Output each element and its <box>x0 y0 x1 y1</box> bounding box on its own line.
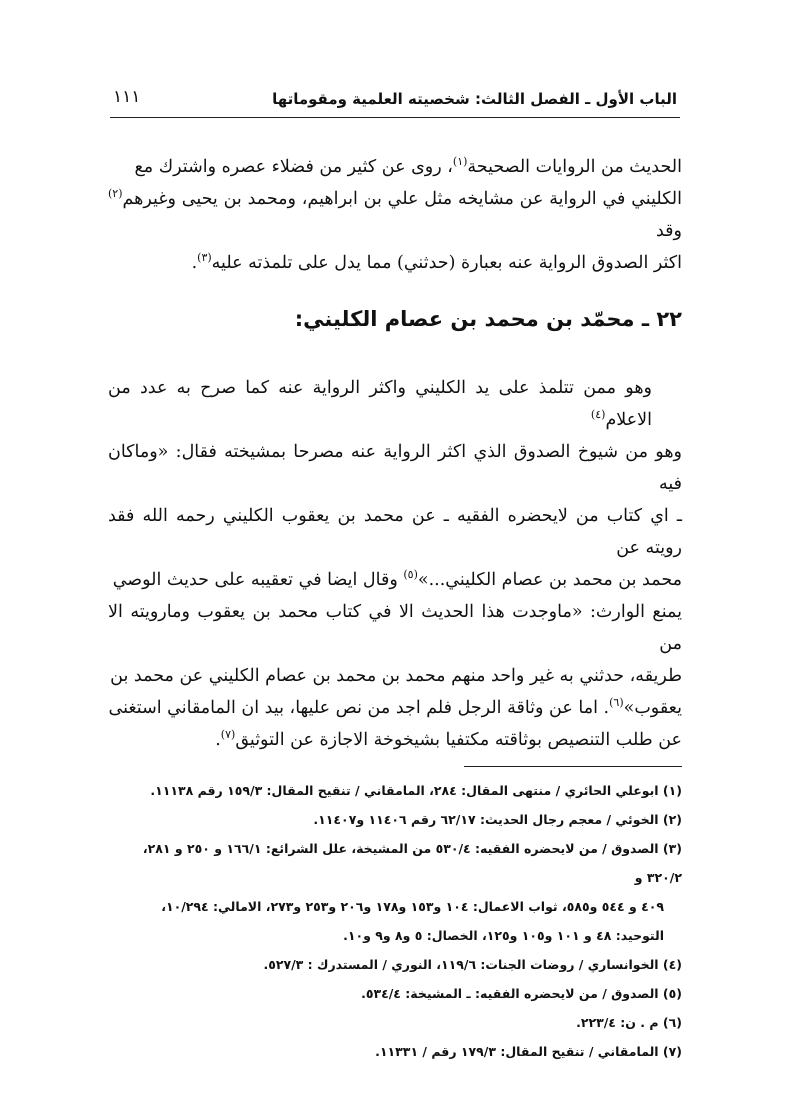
paragraph-line <box>108 372 682 436</box>
footnote-2: (٢) الخوئي / معجم رجال الحديث: ٦٢/١٧ رقم ١١٤٠٦ و١١٤٠٧. <box>313 812 682 827</box>
header-rule <box>110 117 680 118</box>
paragraph-line <box>108 724 682 756</box>
text-run: . <box>191 253 198 273</box>
footnote-ref: (٥) <box>403 568 418 582</box>
footnote-3-continued: التوحيد: ٤٨ و ١٠١ و١٠٥ و١٢٥، الخصال: ٥ و٨ و٩ و١٠. <box>343 928 664 943</box>
text-run: الكليني في الرواية عن مشايخه مثل علي بن ابراهيم، ومحمد بن يحيى وغيرهم <box>122 189 682 209</box>
paragraph-line <box>108 247 682 279</box>
paragraph-line: ـ اي كتاب من لايحضره الفقيه ـ عن محمد بن يعقوب الكليني رحمه الله فقد رويته عن <box>108 506 682 558</box>
text-run: محمد بن محمد بن عصام الكليني...» <box>417 570 682 590</box>
text-run: وقد <box>655 221 682 241</box>
footnote-3-continued: ٤٠٩ و ٥٤٤ و٥٨٥، ثواب الاعمال: ١٠٤ و١٥٣ و١٧٨ و٢٠٦ و٢٥٣ و٢٧٣، الامالي: ١٠/٢٩٤، <box>161 899 664 914</box>
footnote-3: (٣) الصدوق / من لايحضره الفقيه: ٥٣٠/٤ من المشيخة، علل الشرائع: ١٦٦/١ و ٢٥٠ و ٢٨١، ٣٢٠/٢ و <box>142 841 682 885</box>
footnote-1: (١) ابوعلي الحائري / منتهى المقال: ٢٨٤، المامقاني / تنقيح المقال: ١٥٩/٣ رقم ١١١٣٨. <box>150 783 682 798</box>
text-run: عن طلب التنصيص بوثاقته مكتفيا بشيخوخة الاجازة عن التوثيق <box>235 730 682 750</box>
footnote-4: (٤) الخوانساري / روضات الجنات: ١١٩/٦، النوري / المستدرك : ٥٢٧/٣. <box>263 957 682 972</box>
text-run: وهو ممن تتلمذ على يد الكليني واكثر الرواية عنه كما صرح به عدد من الاعلام <box>108 378 652 430</box>
section-heading: ٢٢ ـ محمّد بن محمد بن عصام الكليني: <box>294 307 682 331</box>
paragraph-line <box>108 692 682 724</box>
text-run: وقال ايضا في تعقيبه على حديث الوصي <box>112 570 404 590</box>
footnotes <box>108 776 682 1066</box>
paragraph-line <box>108 151 682 183</box>
paragraph-line <box>108 183 682 247</box>
paragraph-1 <box>108 151 682 279</box>
paragraph-2 <box>108 372 682 756</box>
footnote-ref: (٤) <box>590 408 606 422</box>
text-run: . <box>215 730 221 750</box>
text-run: يعقوب» <box>623 698 682 718</box>
footnote-rule <box>464 766 682 767</box>
paragraph-line: وهو من شيوخ الصدوق الذي اكثر الرواية عنه مصرحا بمشيخته فقال: «وماكان فيه <box>108 442 682 494</box>
text-run: اكثر الصدوق الرواية عنه بعبارة (حدثني) مما يدل على تلمذته عليه <box>211 253 682 273</box>
footnote-ref: (٦) <box>609 696 624 710</box>
paragraph-line <box>108 564 682 596</box>
footnote-5: (٥) الصدوق / من لايحضره الفقيه: ـ المشيخة: ٥٣٤/٤. <box>361 986 682 1001</box>
footnote-7: (٧) المامقاني / تنقيح المقال: ١٧٩/٣ رقم / ١١٣٣١. <box>375 1044 682 1059</box>
paragraph-line: طريقه، حدثني به غير واحد منهم محمد بن محمد بن عصام الكليني عن محمد بن <box>110 666 682 686</box>
paragraph-line: يمنع الوارث: «ماوجدت هذا الحديث الا في كتاب محمد بن يعقوب ومارويته الا من <box>108 602 682 654</box>
footnote-ref: (١) <box>452 155 468 169</box>
footnote-6: (٦) م . ن: ٢٢٣/٤. <box>576 1015 682 1030</box>
page-number: ١١١ <box>113 87 141 107</box>
footnote-ref: (٢) <box>108 187 123 201</box>
text-run: . اما عن وثاقة الرجل فلم اجد من نص عليها، بيد ان المامقاني استغنى <box>108 698 610 718</box>
running-title: الباب الأول ـ الفصل الثالث: شخصيته العلمية ومقوماتها <box>272 90 677 108</box>
text-run: الحديث من الروايات الصحيحة <box>467 157 682 177</box>
footnote-ref: (٧) <box>220 728 236 742</box>
text-run: ، روى عن كثير من فضلاء عصره واشترك مع <box>134 157 453 177</box>
footnote-ref: (٣) <box>197 251 212 265</box>
